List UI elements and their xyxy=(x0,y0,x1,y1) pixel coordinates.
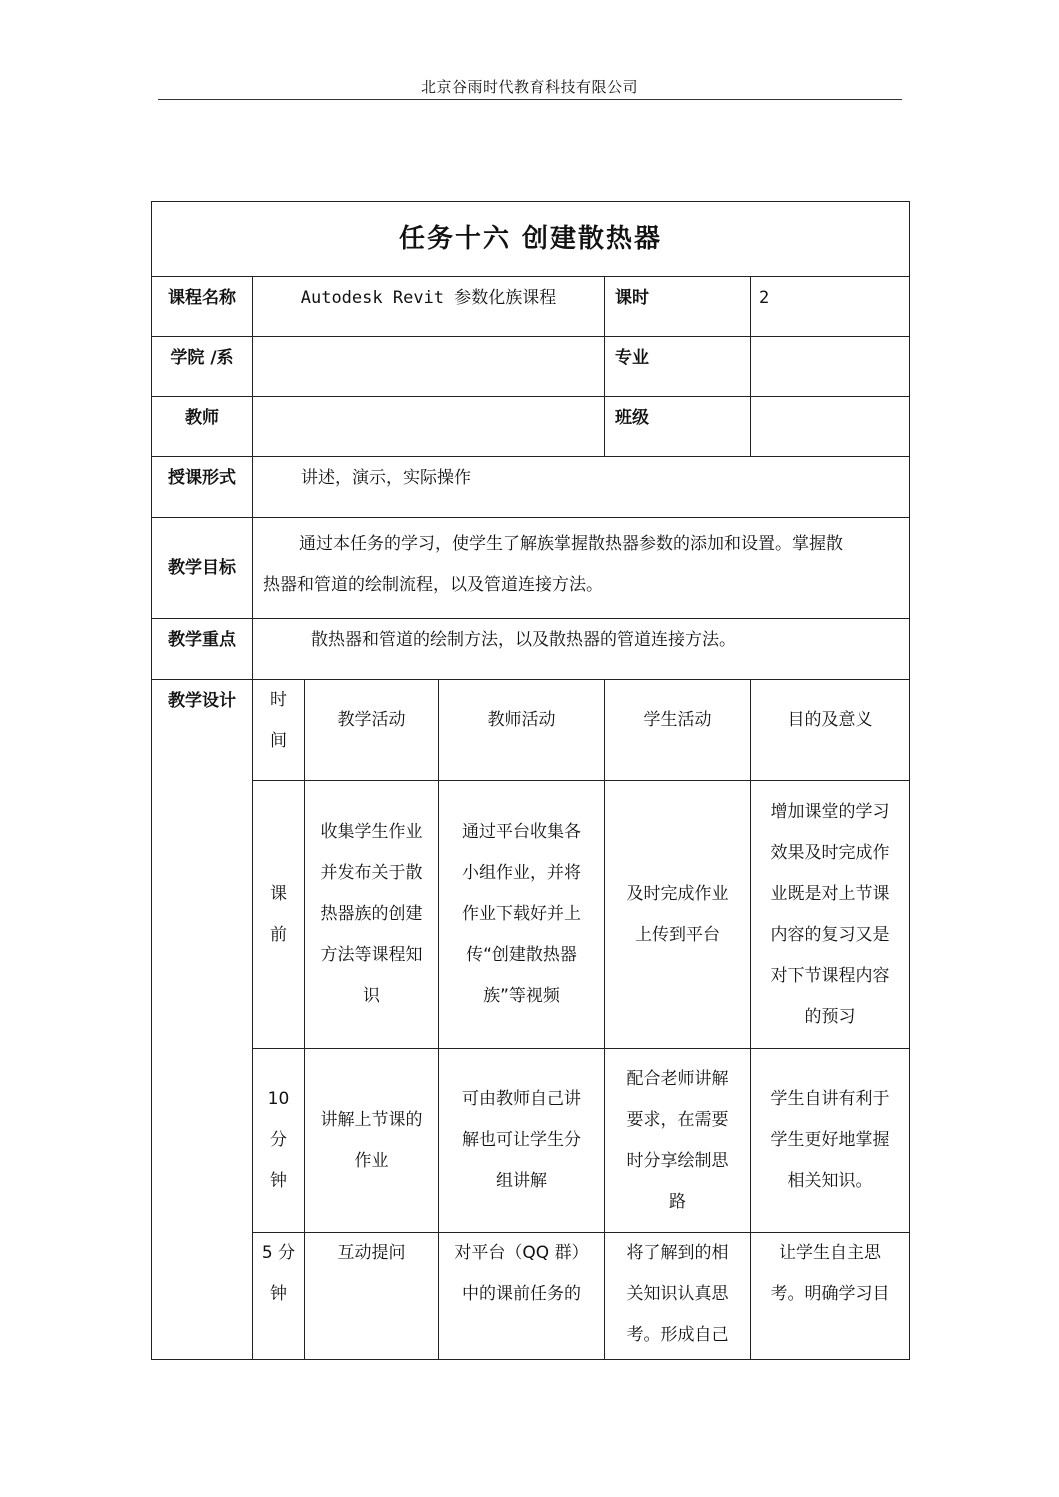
hours-label: 课时 xyxy=(605,277,751,337)
design-row-purpose-line: 效果及时完成作 xyxy=(770,842,890,863)
design-row-activity-line: 互动提问 xyxy=(337,1243,406,1263)
design-row-teacher-line: 小组作业，并将 xyxy=(462,863,581,883)
teaching-focus-value: 散热器和管道的绘制方法，以及散热器的管道连接方法。 xyxy=(253,619,910,680)
major-value xyxy=(751,337,910,397)
design-row-teacher-line: 中的课前任务的 xyxy=(462,1284,581,1304)
teacher-value xyxy=(253,397,605,457)
design-header-teacher: 教师活动 xyxy=(439,680,605,781)
design-row-purpose-line: 学生自讲有利于 xyxy=(770,1089,890,1109)
design-row-time-line: 5 分 xyxy=(261,1243,296,1263)
design-row-student-line: 配合老师讲解 xyxy=(626,1068,729,1089)
design-header-purpose: 目的及意义 xyxy=(751,680,910,781)
design-row-teacher-line: 组讲解 xyxy=(496,1171,547,1191)
hours-value: 2 xyxy=(751,277,910,337)
design-row-student xyxy=(605,1233,751,1360)
design-row-time-line: 分 xyxy=(270,1130,287,1150)
teaching-form-label: 授课形式 xyxy=(152,457,253,518)
design-row-student-line: 考。形成自己 xyxy=(626,1325,729,1345)
design-row-student-line: 时分享绘制思 xyxy=(626,1150,729,1171)
design-row-purpose-line: 对下节课程内容 xyxy=(770,965,890,986)
design-row-teacher xyxy=(439,1049,605,1233)
design-row-purpose xyxy=(751,1049,910,1233)
page-header-company: 北京谷雨时代教育科技有限公司 xyxy=(420,78,638,96)
teaching-goal-line-2: 热器和管道的绘制流程，以及管道连接方法。 xyxy=(263,575,603,595)
design-row-student xyxy=(605,781,751,1049)
design-row-purpose xyxy=(751,1233,910,1360)
design-row-activity xyxy=(305,1049,439,1233)
design-row-purpose-line: 内容的复习又是 xyxy=(770,924,890,945)
design-row-time-line: 10 xyxy=(267,1089,290,1109)
design-row-activity-line: 识 xyxy=(363,986,380,1006)
lesson-plan-table xyxy=(151,201,910,1360)
design-row-purpose-line: 让学生自主思 xyxy=(779,1243,882,1263)
design-row-activity xyxy=(305,781,439,1049)
design-row-purpose-line: 增加课堂的学习 xyxy=(770,801,890,822)
design-row-student xyxy=(605,1049,751,1233)
teacher-label: 教师 xyxy=(152,397,253,457)
college-value xyxy=(253,337,605,397)
design-row-student-line: 关知识认真思 xyxy=(626,1284,729,1304)
design-row-time-line: 前 xyxy=(270,924,287,945)
college-label: 学院 /系 xyxy=(152,337,253,397)
design-row-student-line: 要求，在需要 xyxy=(626,1109,729,1130)
teaching-focus-label: 教学重点 xyxy=(152,619,253,680)
design-header-student: 学生活动 xyxy=(605,680,751,781)
design-header-time-line-2: 间 xyxy=(270,731,287,751)
design-row-teacher-line: 传“创建散热器 xyxy=(466,945,577,965)
design-header-time xyxy=(253,680,305,781)
teaching-goal-label: 教学目标 xyxy=(152,518,253,619)
teaching-design-label: 教学设计 xyxy=(152,680,253,1360)
design-row-student-line: 上传到平台 xyxy=(635,924,720,945)
design-row-time xyxy=(253,1233,305,1360)
design-row-teacher-line: 解也可让学生分 xyxy=(462,1130,581,1150)
design-row-activity-line: 作业 xyxy=(354,1150,389,1171)
header-divider xyxy=(158,99,902,100)
design-row-teacher xyxy=(439,781,605,1049)
course-name-value: Autodesk Revit 参数化族课程 xyxy=(253,277,605,337)
design-row-time-line: 钟 xyxy=(270,1171,287,1191)
design-header-activity: 教学活动 xyxy=(305,680,439,781)
class-label: 班级 xyxy=(605,397,751,457)
design-row-activity-line: 讲解上节课的 xyxy=(320,1109,423,1130)
design-row-teacher xyxy=(439,1233,605,1360)
design-row-purpose-line: 的预习 xyxy=(804,1006,856,1027)
design-row-student-line: 将了解到的相 xyxy=(626,1243,729,1263)
design-header-time-line-1: 时 xyxy=(270,690,287,710)
design-row-purpose xyxy=(751,781,910,1049)
design-row-activity-line: 热器族的创建 xyxy=(320,904,423,924)
design-row-teacher-line: 可由教师自己讲 xyxy=(462,1089,581,1109)
design-row-activity xyxy=(305,1233,439,1360)
design-row-activity-line: 方法等课程知 xyxy=(320,945,423,965)
document-title: 任务十六 创建散热器 xyxy=(152,202,910,277)
teaching-goal-text xyxy=(253,518,910,619)
design-row-student-line: 路 xyxy=(669,1191,686,1212)
design-row-teacher-line: 对平台（QQ 群） xyxy=(454,1243,589,1263)
class-value xyxy=(751,397,910,457)
design-row-purpose-line: 相关知识。 xyxy=(787,1171,873,1191)
design-row-purpose-line: 学生更好地掌握 xyxy=(770,1130,890,1150)
design-row-purpose-line: 业既是对上节课 xyxy=(770,883,890,904)
design-row-activity-line: 并发布关于散 xyxy=(320,863,423,883)
design-row-teacher-line: 作业下载好并上 xyxy=(462,904,581,924)
teaching-goal-line-1: 通过本任务的学习，使学生了解族掌握散热器参数的添加和设置。掌握散 xyxy=(299,534,843,554)
major-label: 专业 xyxy=(605,337,751,397)
design-row-teacher-line: 族”等视频 xyxy=(483,986,560,1006)
design-row-time xyxy=(253,781,305,1049)
teaching-form-value: 讲述，演示，实际操作 xyxy=(253,457,910,518)
design-row-time-line: 钟 xyxy=(270,1284,287,1304)
design-row-purpose-line: 考。明确学习目 xyxy=(770,1284,890,1304)
course-name-label: 课程名称 xyxy=(152,277,253,337)
design-row-time xyxy=(253,1049,305,1233)
design-row-time-line: 课 xyxy=(270,883,287,904)
design-row-teacher-line: 通过平台收集各 xyxy=(462,822,581,842)
design-row-student-line: 及时完成作业 xyxy=(626,883,729,904)
design-row-activity-line: 收集学生作业 xyxy=(320,822,423,842)
